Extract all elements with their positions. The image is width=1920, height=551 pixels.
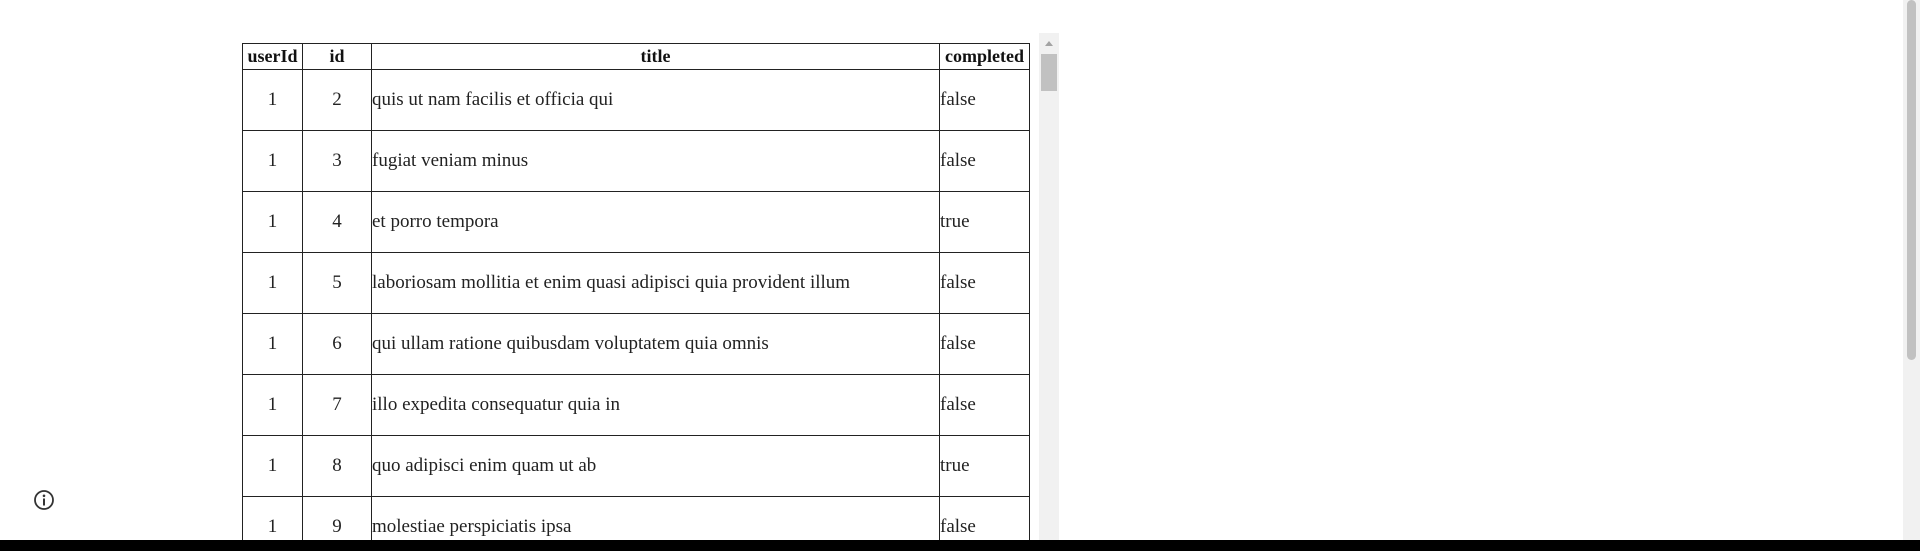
- cell-id: 6: [303, 314, 372, 375]
- table-row: [243, 131, 1030, 192]
- table-header-row: [243, 44, 1030, 70]
- bottom-bar: [0, 540, 1920, 551]
- cell-title: quo adipisci enim quam ut ab: [372, 436, 940, 497]
- cell-completed: false: [940, 70, 1030, 131]
- cell-completed: false: [940, 314, 1030, 375]
- column-header-userid: userId: [243, 44, 303, 70]
- cell-userid: 1: [243, 375, 303, 436]
- table-row: [243, 314, 1030, 375]
- cell-title: quis ut nam facilis et officia qui: [372, 70, 940, 131]
- table-row: [243, 253, 1030, 314]
- cell-id: 8: [303, 436, 372, 497]
- table-scrollbar[interactable]: [1039, 33, 1059, 543]
- cell-id: 9: [303, 497, 372, 544]
- cell-title: et porro tempora: [372, 192, 940, 253]
- cell-title: qui ullam ratione quibusdam voluptatem quia omnis: [372, 314, 940, 375]
- table-row: [243, 70, 1030, 131]
- table-scrollbar-thumb[interactable]: [1041, 54, 1057, 91]
- column-header-completed: completed: [940, 44, 1030, 70]
- page-scrollbar[interactable]: [1903, 0, 1920, 540]
- cell-userid: 1: [243, 314, 303, 375]
- todos-table: [242, 43, 1030, 543]
- cell-title: fugiat veniam minus: [372, 131, 940, 192]
- column-header-id: id: [303, 44, 372, 70]
- cell-completed: true: [940, 192, 1030, 253]
- cell-userid: 1: [243, 131, 303, 192]
- cell-completed: false: [940, 253, 1030, 314]
- cell-userid: 1: [243, 497, 303, 544]
- todos-table-container[interactable]: [242, 43, 1031, 543]
- cell-id: 7: [303, 375, 372, 436]
- table-row: [243, 375, 1030, 436]
- cell-id: 5: [303, 253, 372, 314]
- cell-title: illo expedita consequatur quia in: [372, 375, 940, 436]
- cell-userid: 1: [243, 192, 303, 253]
- table-row: [243, 192, 1030, 253]
- cell-completed: false: [940, 131, 1030, 192]
- cell-userid: 1: [243, 70, 303, 131]
- cell-id: 4: [303, 192, 372, 253]
- cell-title: laboriosam mollitia et enim quasi adipisci quia provident illum: [372, 253, 940, 314]
- cell-id: 3: [303, 131, 372, 192]
- table-row: [243, 497, 1030, 544]
- column-header-title: title: [372, 44, 940, 70]
- cell-completed: false: [940, 497, 1030, 544]
- cell-completed: true: [940, 436, 1030, 497]
- info-circle-icon[interactable]: [33, 489, 55, 511]
- page-scrollbar-thumb[interactable]: [1907, 0, 1916, 360]
- cell-title: molestiae perspiciatis ipsa: [372, 497, 940, 544]
- scroll-up-arrow-icon[interactable]: [1045, 41, 1053, 46]
- cell-id: 2: [303, 70, 372, 131]
- cell-completed: false: [940, 375, 1030, 436]
- cell-userid: 1: [243, 253, 303, 314]
- table-row: [243, 436, 1030, 497]
- cell-userid: 1: [243, 436, 303, 497]
